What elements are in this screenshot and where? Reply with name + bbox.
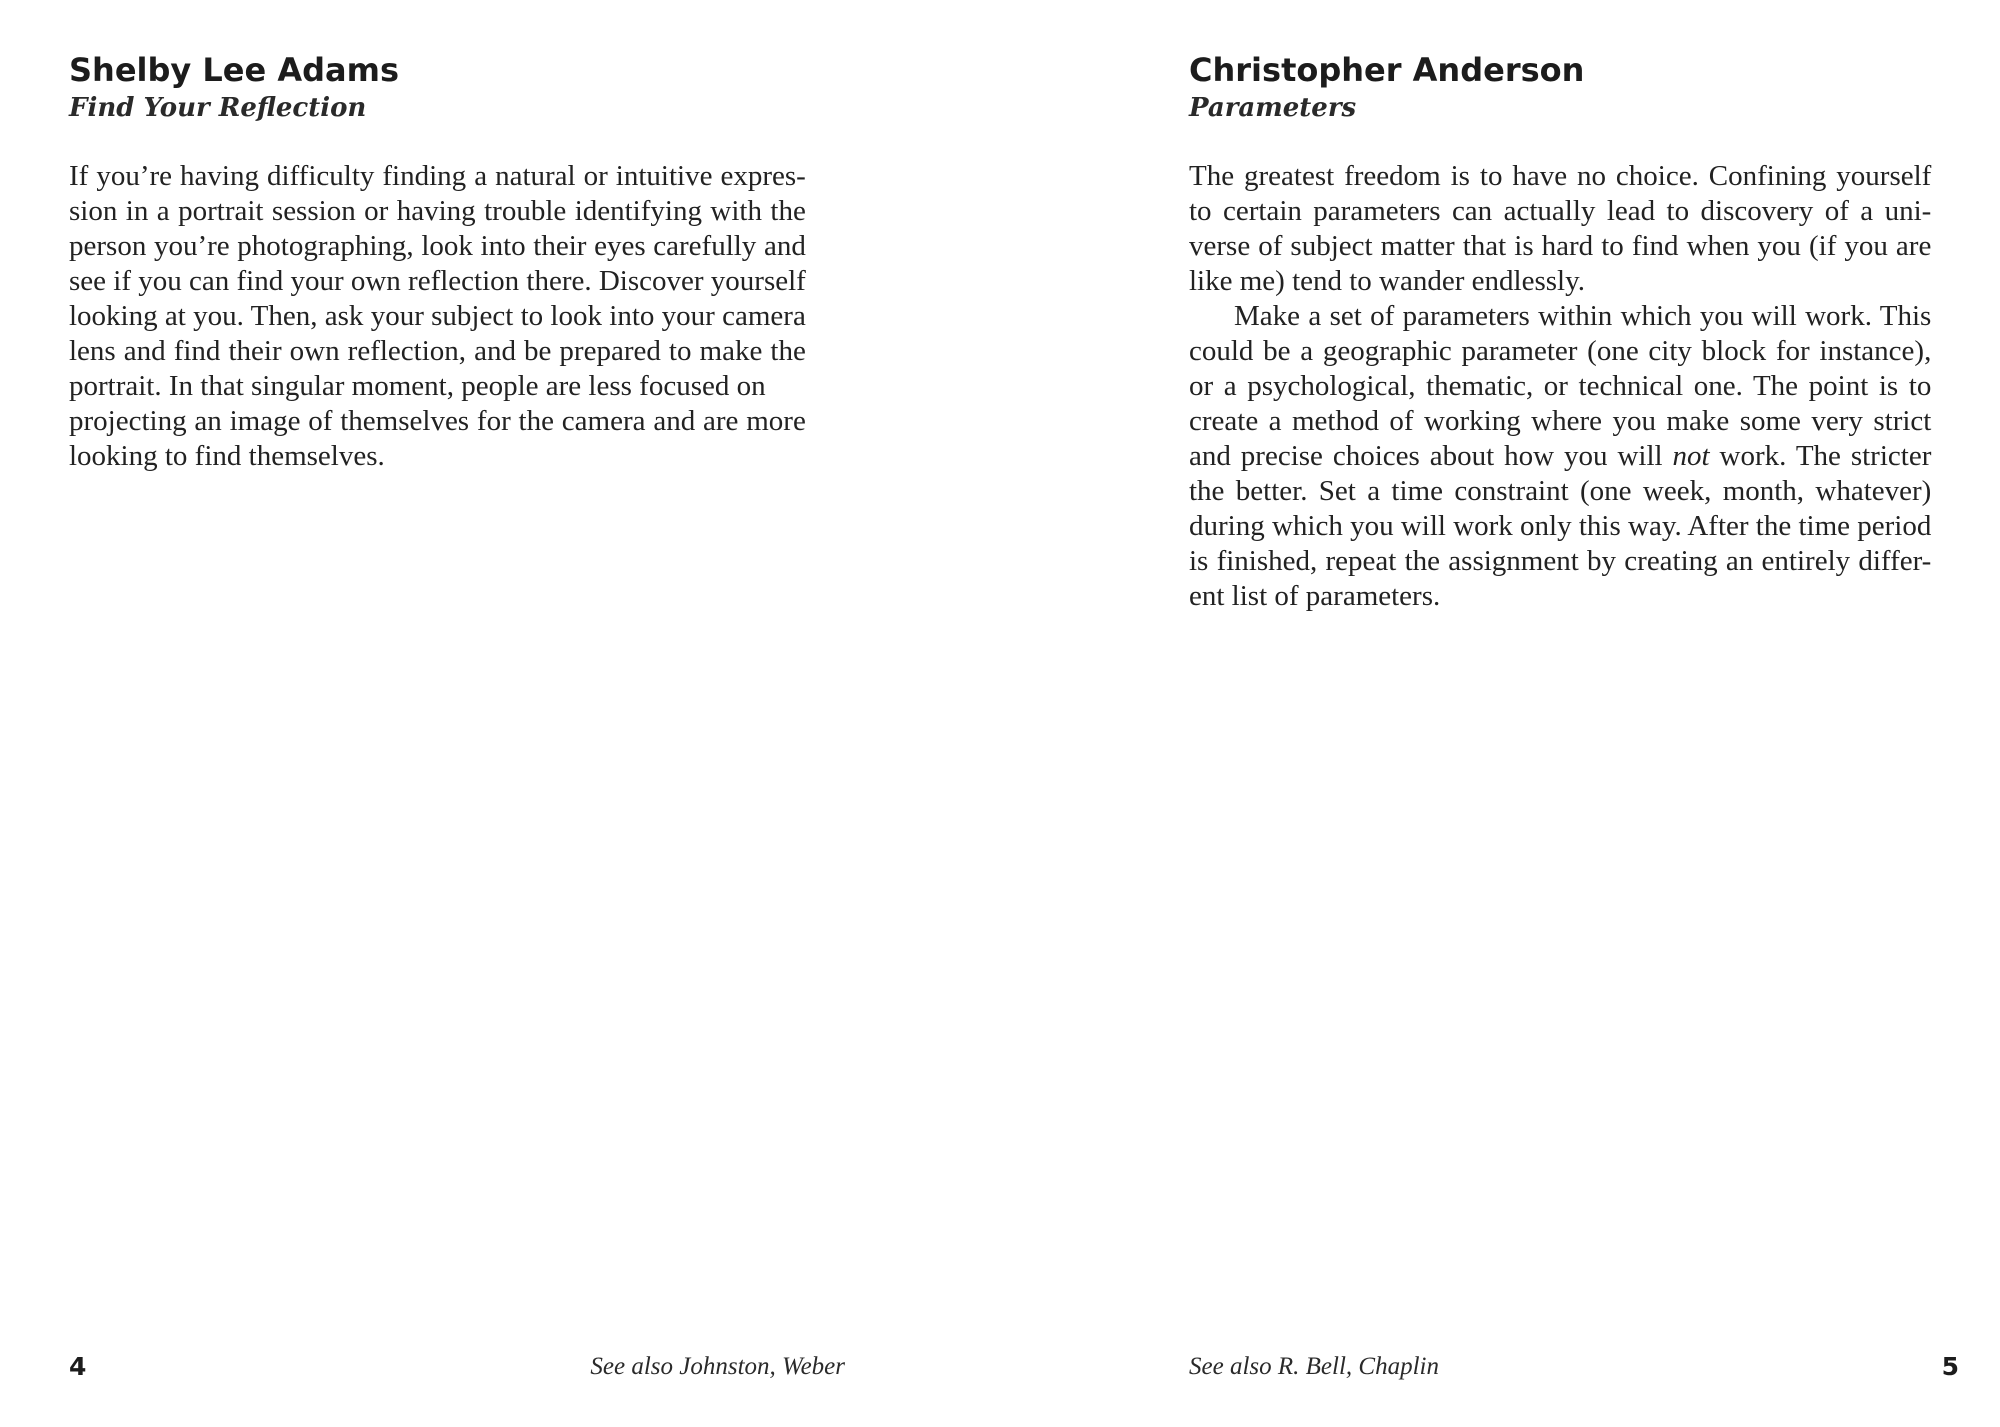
body-line: see if you can find your own reflection there. Discover yourself: [69, 265, 806, 297]
see-also-left: See also Johnston, Weber: [590, 1353, 845, 1380]
left-page: [69, 0, 845, 1427]
body-line: The greatest freedom is to have no choice. Confining yourself: [1189, 160, 1932, 192]
body-line: ent list of parameters.: [1189, 580, 1441, 612]
body-line: sion in a portrait session or having trouble identifying with the: [69, 195, 806, 227]
body-line: lens and find their own reflection, and be prepared to make the: [69, 335, 806, 367]
left-body-text: [69, 159, 806, 474]
body-line: like me) tend to wander endlessly.: [1189, 265, 1585, 297]
body-line: portrait. In that singular moment, people are less focused on: [69, 370, 766, 402]
body-line: If you’re having difficulty finding a natural or intuitive expres-: [69, 160, 806, 192]
body-line: Make a set of parameters within which you will work. This: [1234, 300, 1932, 332]
right-body-text: [1189, 159, 1931, 614]
left-essay-title: Find Your Reflection: [69, 93, 367, 123]
body-line: is finished, repeat the assignment by creating an entirely differ-: [1189, 545, 1932, 577]
body-line: person you’re photographing, look into their eyes carefully and: [69, 230, 806, 262]
body-line: looking to find themselves.: [69, 440, 385, 472]
body-line-mixed: [1189, 439, 1931, 474]
body-line: to certain parameters can actually lead to discovery of a uni-: [1189, 195, 1932, 227]
body-line: could be a geographic parameter (one city block for instance),: [1189, 335, 1932, 367]
page-number-left: 4: [69, 1352, 87, 1381]
page-number-right: 5: [1941, 1352, 1959, 1381]
right-author-name: Christopher Anderson: [1189, 51, 1585, 89]
body-line: the better. Set a time constraint (one week, month, whatever): [1189, 475, 1932, 507]
body-line-segment: work. The stricter: [1719, 440, 1932, 472]
right-essay-title: Parameters: [1189, 93, 1357, 123]
body-line: projecting an image of themselves for the camera and are more: [69, 405, 806, 437]
right-page: [1189, 0, 1959, 1427]
body-line: create a method of working where you make some very strict: [1189, 405, 1932, 437]
body-line: or a psychological, thematic, or technical one. The point is to: [1189, 370, 1932, 402]
see-also-right: See also R. Bell, Chaplin: [1189, 1353, 1439, 1380]
body-line: looking at you. Then, ask your subject to look into your camera: [69, 300, 806, 332]
body-line-segment: and precise choices about how you will: [1189, 440, 1663, 472]
body-line: verse of subject matter that is hard to find when you (if you are: [1189, 230, 1932, 262]
emphasis-not: not: [1672, 440, 1710, 472]
left-author-name: Shelby Lee Adams: [69, 51, 399, 89]
body-line: during which you will work only this way. After the time period: [1189, 510, 1932, 542]
